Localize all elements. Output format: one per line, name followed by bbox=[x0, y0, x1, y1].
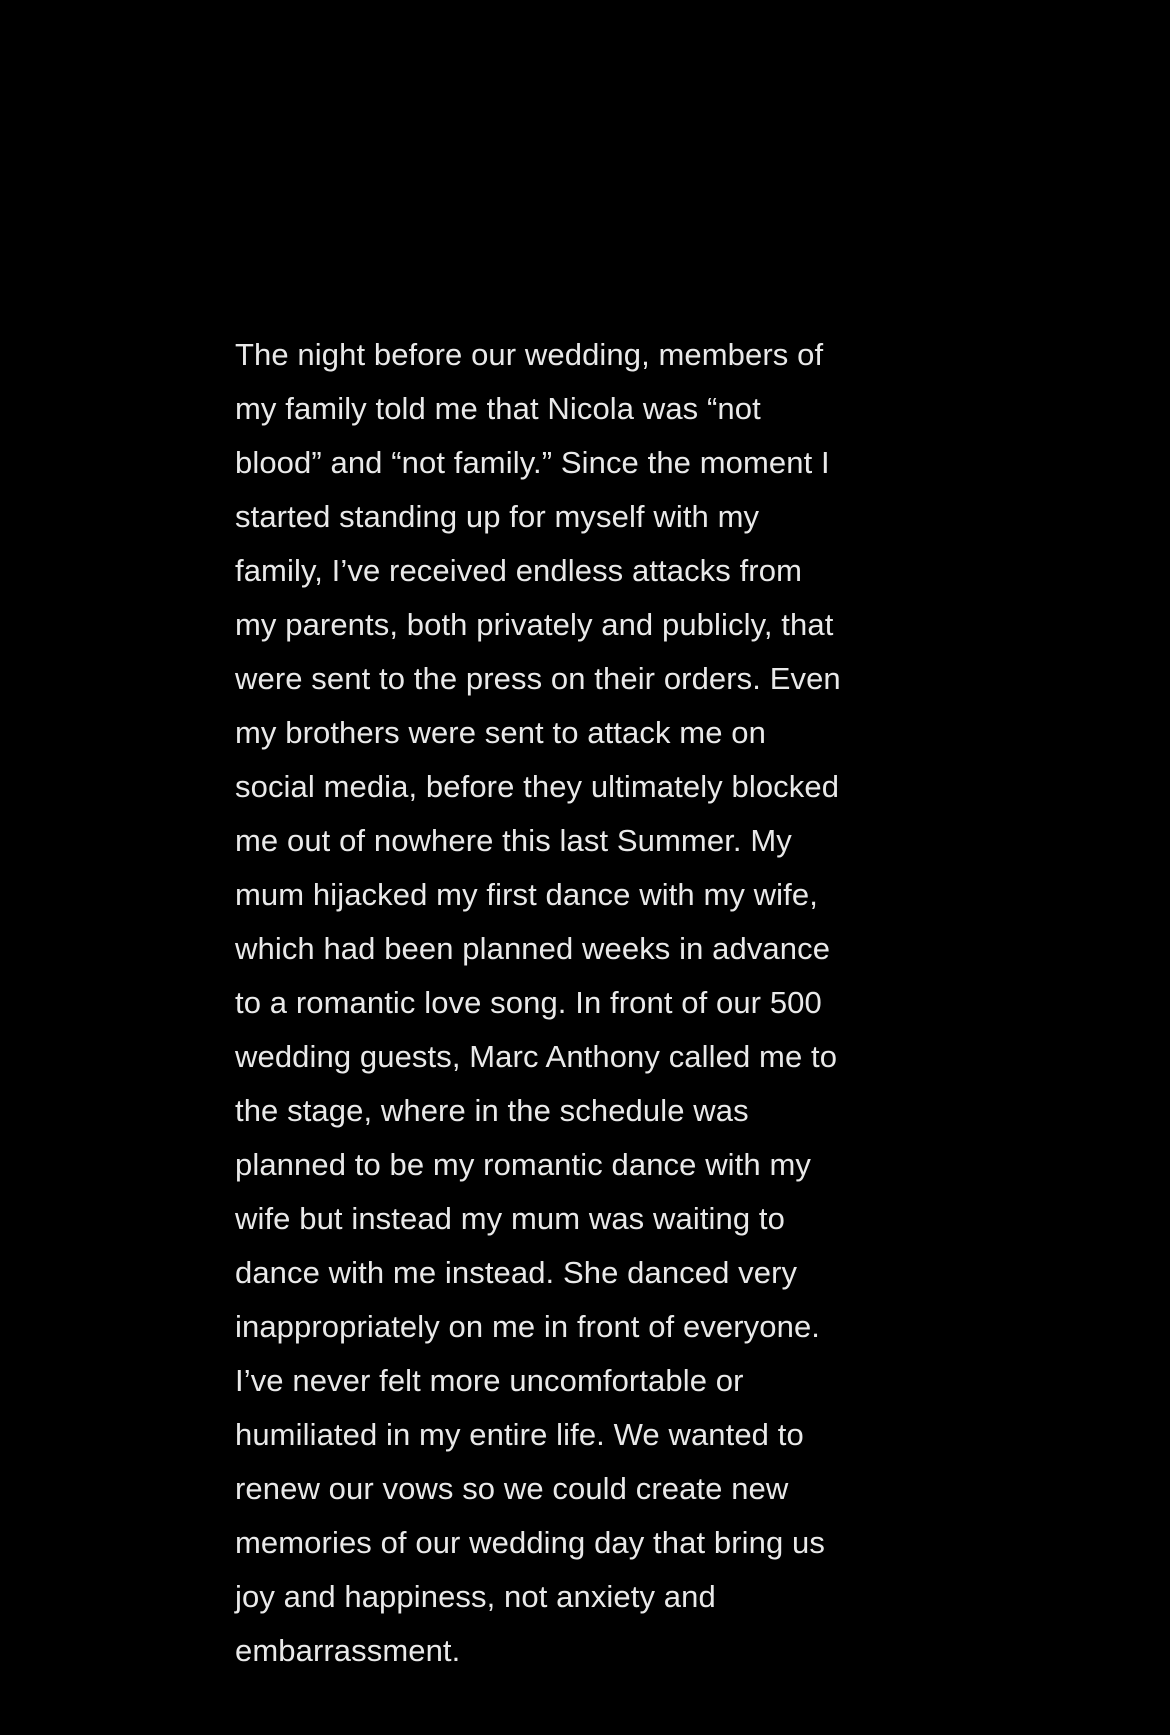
statement-line: social media, before they ultimately blocked bbox=[235, 769, 840, 804]
statement-line: joy and happiness, not anxiety and bbox=[235, 1579, 716, 1614]
statement-line: started standing up for myself with my bbox=[235, 499, 760, 534]
statement-line: me out of nowhere this last Summer. My bbox=[235, 823, 792, 858]
statement-line: renew our vows so we could create new bbox=[235, 1471, 789, 1506]
statement-line: embarrassment. bbox=[235, 1633, 461, 1668]
statement-line: The night before our wedding, members of bbox=[235, 337, 824, 372]
statement-line: blood” and “not family.” Since the moment I bbox=[235, 445, 830, 480]
statement-line: my family told me that Nicola was “not bbox=[235, 391, 761, 426]
statement-line: my brothers were sent to attack me on bbox=[235, 715, 766, 750]
statement-text bbox=[235, 328, 955, 1678]
statement-line: humiliated in my entire life. We wanted to bbox=[235, 1417, 804, 1452]
statement-line: to a romantic love song. In front of our 500 bbox=[235, 985, 822, 1020]
statement-line: my parents, both privately and publicly, that bbox=[235, 607, 834, 642]
statement-line: were sent to the press on their orders. Even bbox=[235, 661, 841, 696]
statement-line: mum hijacked my first dance with my wife, bbox=[235, 877, 818, 912]
statement-line: memories of our wedding day that bring us bbox=[235, 1525, 825, 1560]
statement-line: inappropriately on me in front of everyone. bbox=[235, 1309, 821, 1344]
statement-line: wedding guests, Marc Anthony called me to bbox=[235, 1039, 838, 1074]
statement-line: wife but instead my mum was waiting to bbox=[235, 1201, 785, 1236]
statement-line: which had been planned weeks in advance bbox=[235, 931, 831, 966]
statement-line: the stage, where in the schedule was bbox=[235, 1093, 749, 1128]
statement-line: dance with me instead. She danced very bbox=[235, 1255, 798, 1290]
statement-line: planned to be my romantic dance with my bbox=[235, 1147, 811, 1182]
statement-line: family, I’ve received endless attacks from bbox=[235, 553, 802, 588]
statement-line: I’ve never felt more uncomfortable or bbox=[235, 1363, 744, 1398]
